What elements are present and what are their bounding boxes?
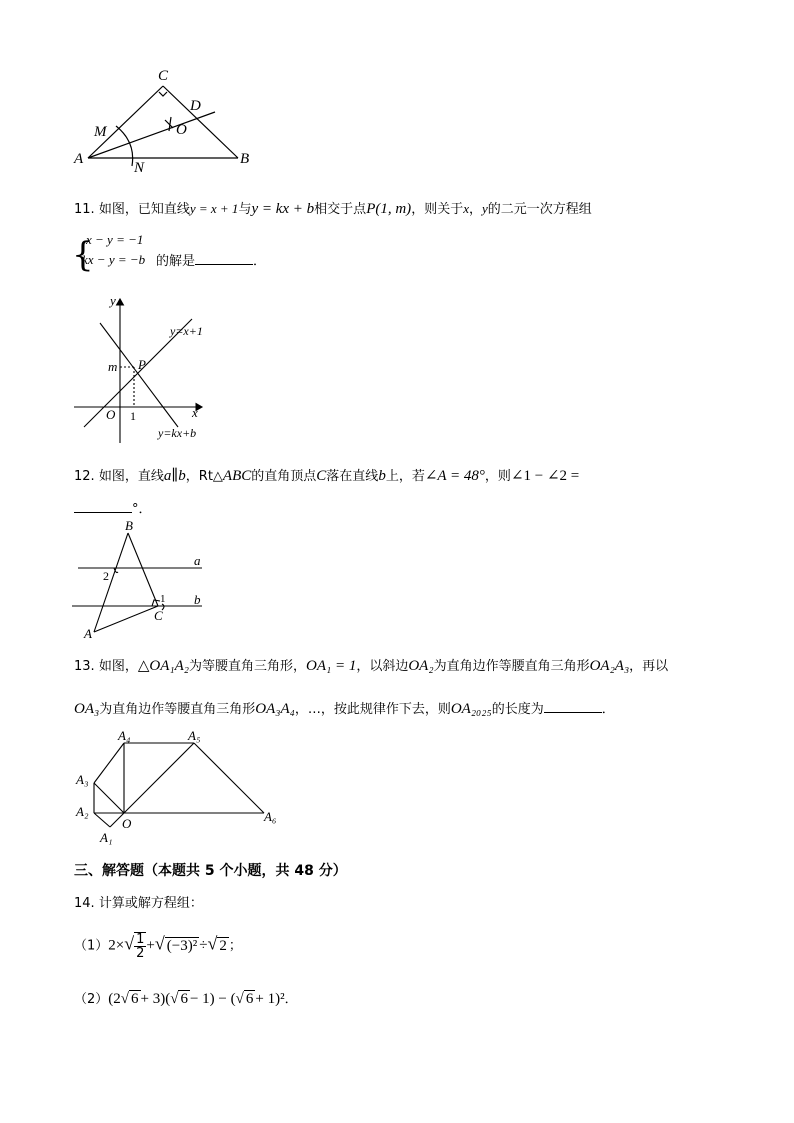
q14-part1: （1）2×√ $\frac{1}{2}$ +√ (−3)² ÷√ 2 ；: [74, 932, 242, 961]
graph-line1-label: y=x+1: [170, 324, 203, 338]
graph-line2-label: y=kx+b: [158, 426, 197, 440]
fig13-A1: A₁: [100, 830, 113, 845]
fig13-A6: A₆: [264, 809, 277, 824]
fig13-A3: A₃: [76, 772, 89, 787]
q12-line1: 12. 如图，直线a∥b，Rt△ABC的直角顶点C落在直线b上，若∠A = 48°，则∠1 − ∠2 =: [74, 468, 580, 484]
fig12-C: C: [154, 608, 163, 623]
section3-heading: 三、解答题（本题共 5 个小题，共 48 分）: [74, 863, 347, 879]
label-A: A: [74, 151, 84, 167]
fig12-B: B: [125, 518, 133, 533]
fig13-A5: A₅: [188, 728, 201, 743]
q11-answer-blank[interactable]: [195, 252, 253, 265]
graph-x: x: [192, 405, 198, 420]
q14-p1-frac: $\frac{1}{2}$: [136, 932, 145, 961]
fig12-a: a: [194, 553, 201, 568]
fig13-A4: A₄: [118, 728, 131, 743]
q11-number: 11.: [74, 202, 95, 217]
q11-line1: 11. 如图，已知直线y = x + 1与y = kx + b相交于点P(1, m)，则关于x，y的二元一次方程组: [74, 201, 592, 217]
label-D: D: [190, 98, 201, 114]
q14-part2: （2）(2√ 6 + 3)(√ 6 − 1) − (√ 6 + 1)²．: [74, 991, 298, 1007]
q12-figure: [70, 518, 220, 643]
label-N: N: [134, 160, 145, 176]
q11-eq1: y = x + 1: [189, 201, 239, 216]
q10-figure: [70, 62, 270, 182]
q14-line: 14. 计算或解方程组：: [74, 896, 203, 911]
q13-answer-blank[interactable]: [544, 700, 602, 713]
label-O: O: [176, 122, 187, 138]
fig12-2: 2: [103, 569, 109, 583]
q11-point: P(1, m): [366, 201, 412, 217]
fig12-b: b: [194, 592, 201, 607]
q11-sys-line1: x − y = −1: [86, 232, 144, 247]
q14-number: 14.: [74, 896, 95, 911]
q11-eq2: y = kx + b: [251, 201, 315, 217]
label-C: C: [158, 68, 169, 84]
graph-y: y: [110, 293, 116, 308]
fig13-O: O: [122, 816, 132, 831]
q12-answer-blank[interactable]: [74, 500, 132, 513]
graph-tick-1: 1: [130, 409, 136, 423]
q14-p1-sqrt2: (−3)²: [166, 937, 198, 954]
fig12-A: A: [84, 626, 92, 641]
q11-brace: {: [72, 235, 94, 275]
q12-angle-a: ∠A = 48°: [424, 468, 485, 484]
label-M: M: [94, 124, 107, 140]
q12-number: 12.: [74, 469, 95, 484]
q13-line2: OA₃为直角边作等腰直角三角形OA₃A₄，…，按此规律作下去，则OA₂₀₂₅的长度为 ．: [74, 701, 615, 717]
fig12-1: 1: [160, 593, 166, 605]
fig13-A2: A₂: [76, 804, 89, 819]
q11-graph: [70, 293, 220, 443]
q14-p1-sqrt3: 2: [219, 937, 227, 954]
graph-origin: O: [106, 407, 116, 422]
q13-number: 13.: [74, 659, 95, 674]
q13-figure: [70, 728, 290, 848]
q11-sys-line2: kx − y = −b: [82, 252, 146, 267]
graph-m: m: [108, 359, 118, 374]
label-B: B: [240, 151, 250, 167]
q12-angle-expr: ∠1 − ∠2 =: [510, 468, 580, 484]
q13-line1: 13. 如图，△OA₁A₂为等腰直角三角形，OA₁ = 1，以斜边OA₂为直角边作等腰直角三角形OA₂A₃，再以: [74, 658, 669, 674]
graph-P: P: [138, 357, 146, 372]
